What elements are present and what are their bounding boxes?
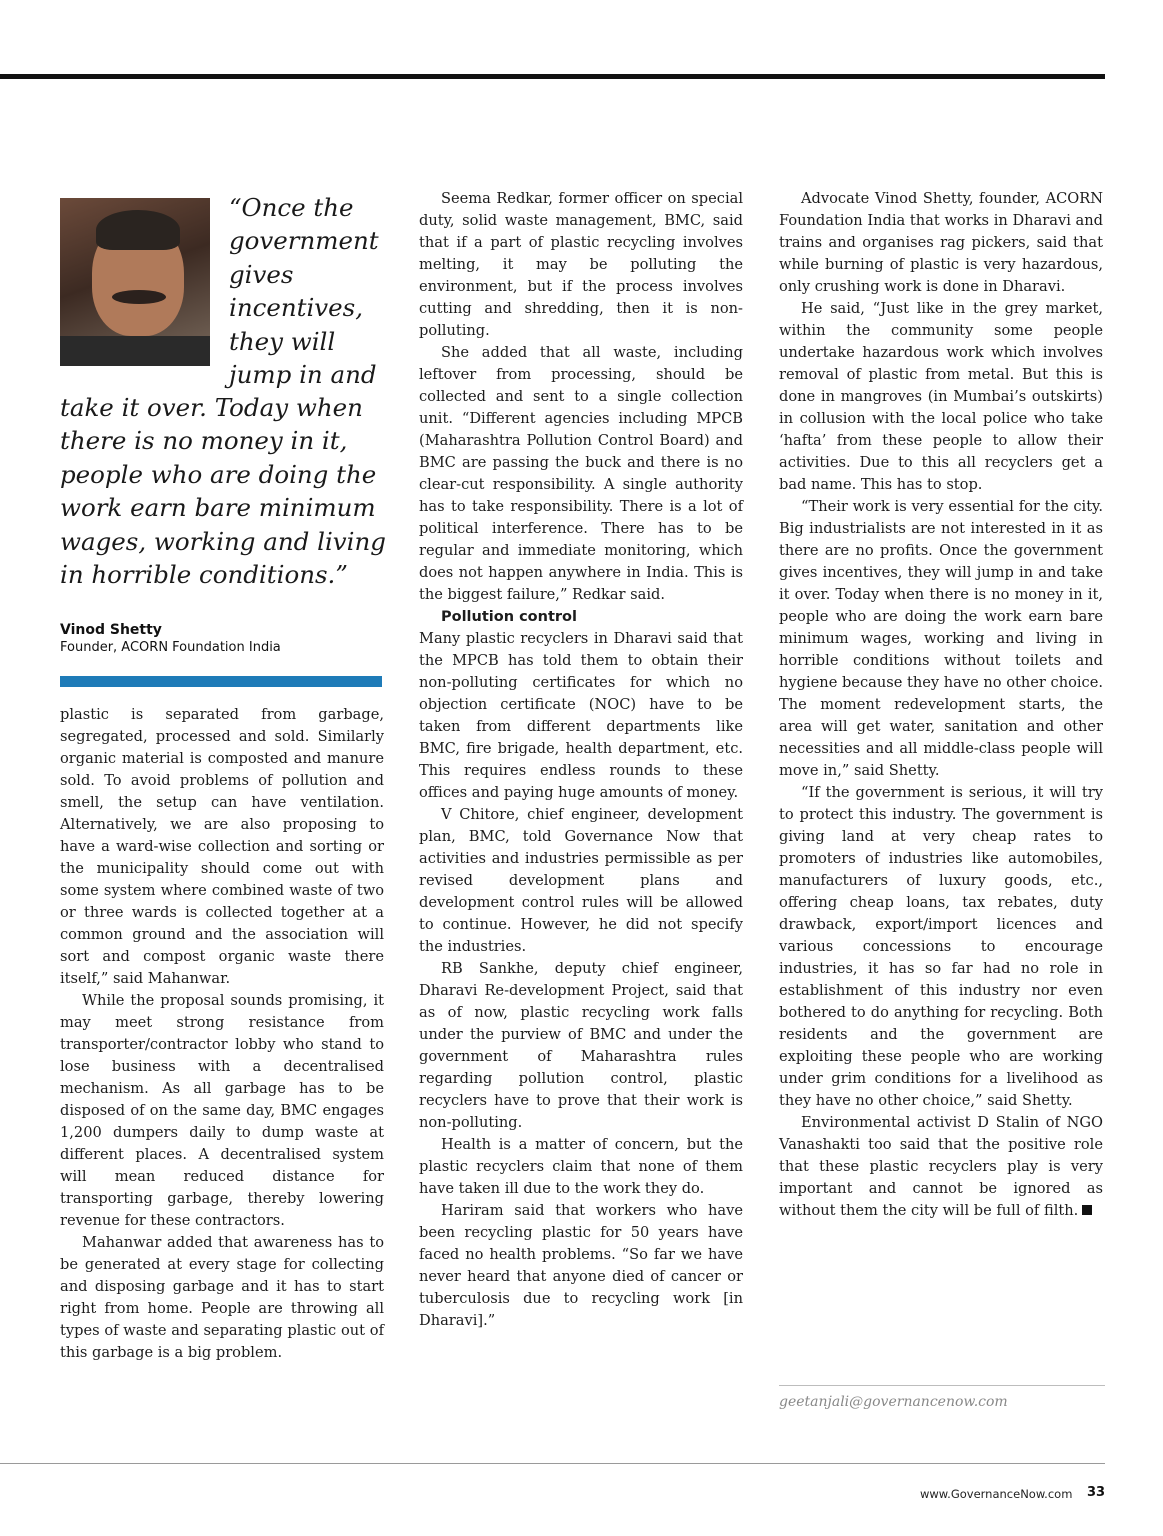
footer-url[interactable]: www.GovernanceNow.com bbox=[920, 1487, 1073, 1501]
pull-quote-line: wages, working and living bbox=[60, 526, 386, 556]
paragraph: “If the government is serious, it will try to protect this industry. The government is giving land at very cheap rates to promoters of industries like automobiles, manufacturers of luxury goods, etc., offering cheap loans, tax rebates, duty drawback, export/import licences and various concessions to encourage industries, it has so far had no role in establishment of this industry nor even bothered to do anything for recycling. Both residents and the government are exploiting these people who are working under grim conditions for a livelihood as they have no other choice,” said Shetty. bbox=[779, 784, 1103, 1109]
page-number: 33 bbox=[1087, 1485, 1106, 1500]
article-column-3 bbox=[779, 188, 1103, 1222]
pull-quote-line: in horrible conditions.” bbox=[60, 560, 348, 590]
paragraph-final-text: Environmental activist D Stalin of NGO Vanashakti too said that the positive role that these plastic recyclers play is very important and cannot be ignored as without them the city will be full of filth. bbox=[779, 1114, 1103, 1219]
paragraph: While the proposal sounds promising, it may meet strong resistance from transporter/contractor lobby who stand to lose business with a decentralised mechanism. As all garbage has to be disposed of on the same day, BMC engages 1,200 dumpers daily to dump waste at different places. A decentralised system will mean reduced distance for transporting garbage, thereby lowering revenue for these contractors. bbox=[60, 992, 384, 1229]
paragraph: She added that all waste, including leftover from processing, should be collected and sent to a single collection unit. “Different agencies including MPCB (Maharashtra Pollution Control Board) and BMC are passing the buck and there is no clear-cut responsibility. A single authority has to take responsibility. There is a lot of political interference. There has to be regular and immediate monitoring, which does not happen anywhere in India. This is the biggest failure,” Redkar said. bbox=[419, 344, 743, 603]
pull-quote-narrow bbox=[229, 191, 379, 391]
pull-quote-line: work earn bare minimum bbox=[60, 493, 376, 523]
author-email[interactable]: geetanjali@governancenow.com bbox=[779, 1394, 1008, 1410]
top-rule bbox=[0, 74, 1105, 79]
paragraph: Mahanwar added that awareness has to be generated at every stage for collecting and disposing garbage and it has to start right from home. People are throwing all types of waste and separating plastic out of this garbage is a big problem. bbox=[60, 1234, 384, 1361]
article-column-1 bbox=[60, 704, 384, 1364]
paragraph: Seema Redkar, former officer on special duty, solid waste management, BMC, said that if a part of plastic recycling involves melting, it may be polluting the environment, but if the process involves cutting and shredding, then it is non-polluting. bbox=[419, 190, 743, 339]
pull-quote-line: there is no money in it, bbox=[60, 426, 348, 456]
pull-quote-line: people who are doing the bbox=[60, 459, 377, 489]
photo-hair bbox=[96, 210, 180, 250]
paragraph: plastic is separated from garbage, segregated, processed and sold. Similarly organic material is composted and manure sold. To avoid problems of pollution and smell, the setup can have ventilation. Alternatively, we are also proposing to have a ward-wise collection and sorting or the municipality should come out with some system where combined waste of two or three wards is collected together at a common ground and the association will sort and compost organic waste there itself,” said Mahanwar. bbox=[60, 706, 384, 987]
paragraph: Advocate Vinod Shetty, founder, ACORN Foundation India that works in Dharavi and trains and organises rag pickers, said that while burning of plastic is very hazardous, only crushing work is done in Dharavi. bbox=[779, 190, 1103, 295]
author-photo bbox=[60, 198, 210, 366]
pull-quote-line: incentives, bbox=[229, 293, 363, 323]
pull-quote-line: jump in and bbox=[229, 360, 377, 390]
paragraph: V Chitore, chief engineer, development plan, BMC, told Governance Now that activities and industries permissible as per revised development plans and development control rules will be allowed to continue. However, he did not specify the industries. bbox=[419, 806, 743, 955]
photo-mustache bbox=[112, 290, 166, 304]
paragraph: Many plastic recyclers in Dharavi said that the MPCB has told them to obtain their non-polluting certificates for which no objection certificate (NOC) have to be taken from different departments like BMC, fire brigade, health department, etc. This requires endless rounds to these offices and paying huge amounts of money. bbox=[419, 630, 743, 801]
paragraph: Hariram said that workers who have been recycling plastic for 50 years have faced no health problems. “So far we have never heard that anyone died of cancer or tuberculosis due to recycling work [in Dharavi].” bbox=[419, 1202, 743, 1329]
footer-rule bbox=[0, 1463, 1105, 1464]
quote-author-role: Founder, ACORN Foundation India bbox=[60, 640, 281, 655]
pull-quote-line: they will bbox=[229, 326, 336, 356]
paragraph: RB Sankhe, deputy chief engineer, Dharavi Re-development Project, said that as of now, plastic recycling work falls under the purview of BMC and under the government of Maharashtra rules regarding pollution control, plastic recyclers have to prove that their work is non-polluting. bbox=[419, 960, 743, 1131]
photo-shirt bbox=[60, 336, 210, 366]
paragraph: Health is a matter of concern, but the plastic recyclers claim that none of them have taken ill due to the work they do. bbox=[419, 1136, 743, 1197]
paragraph: He said, “Just like in the grey market, within the community some people undertake hazardous work which involves removal of plastic from metal. But this is done in mangroves (in Mumbai’s outskirts) in collusion with the local police who take ‘hafta’ from these people to allow their activities. Due to this all recyclers get a bad name. This has to stop. bbox=[779, 300, 1103, 493]
pull-quote-line: government bbox=[229, 226, 379, 256]
paragraph-final bbox=[779, 1112, 1103, 1222]
end-mark-icon bbox=[1082, 1205, 1092, 1215]
pull-quote-line: gives bbox=[229, 259, 294, 289]
article-column-2 bbox=[419, 188, 743, 1332]
quote-author: Vinod Shetty bbox=[60, 622, 162, 638]
signature-rule bbox=[779, 1385, 1105, 1386]
paragraph: “Their work is very essential for the city. Big industrialists are not interested in it as there are no profits. Once the government gives incentives, they will jump in and take it over. Today when there is no money in it, people who are doing the work earn bare minimum wages, working and living in horrible conditions without toilets and hygiene because they have no other choice. The moment redevelopment starts, the area will get water, sanitation and other necessities and all middle-class people will move in,” said Shetty. bbox=[779, 498, 1103, 779]
accent-bar bbox=[60, 676, 382, 687]
pull-quote-line: take it over. Today when bbox=[60, 393, 363, 422]
section-subhead: Pollution control bbox=[441, 609, 577, 625]
pull-quote-wide bbox=[60, 391, 390, 591]
pull-quote-line: “Once the bbox=[229, 193, 354, 222]
